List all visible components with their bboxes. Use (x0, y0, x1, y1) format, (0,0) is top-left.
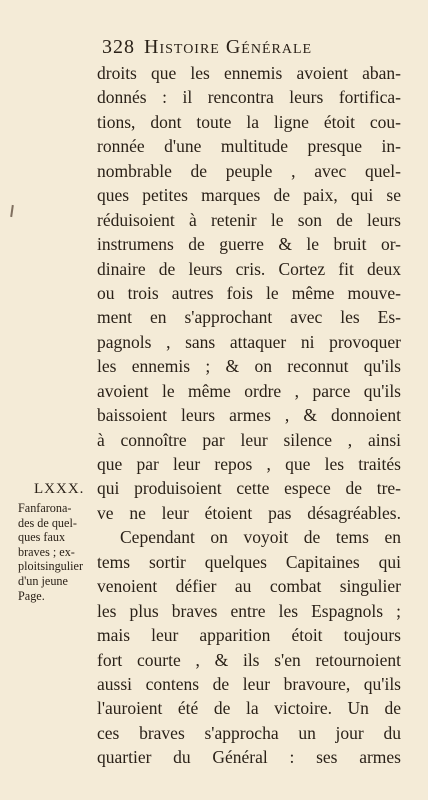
body-line: aussi contens de leur bravoure, qu'ils (97, 673, 401, 694)
body-line: les plus braves entre les Espagnols ; (97, 600, 401, 621)
section-number: LXXX. (34, 481, 85, 497)
body-line: nombrable de peuple , avec quel- (97, 160, 401, 181)
body-line: l'auroient été de la victoire. Un de (97, 698, 401, 719)
body-line: ment en s'approchant avec les Es- (97, 307, 401, 328)
body-line: que par leur repos , que les traités (97, 454, 401, 474)
body-line: baissoient leurs armes , & donnoient (97, 405, 401, 426)
margin-note (18, 501, 98, 603)
margin-note-line: ques faux (18, 530, 66, 545)
body-line: instrumens de guerre & le bruit or- (97, 234, 401, 255)
body-line: pagnols , sans attaquer ni provoquer (97, 331, 401, 352)
margin-note-line: des de quel- (18, 515, 77, 530)
body-line: réduisoient à retenir le son de leurs (97, 209, 401, 230)
body-line: ronnée d'une multitude presque in- (97, 136, 401, 157)
margin-note-line: braves ; ex- (18, 544, 75, 559)
body-line: avoient le même ordre , parce qu'ils (97, 380, 401, 401)
body-line: qui produisoient cette espece de tre- (97, 478, 401, 499)
body-line: ques petites marques de paix, qui se (97, 185, 401, 206)
margin-note-line: Fanfarona- (18, 501, 72, 515)
body-line: mais leur apparition étoit toujours (97, 625, 401, 646)
margin-note-line: d'un jeune (18, 573, 68, 588)
body-line: ve ne leur étoient pas désagréables. (97, 502, 401, 523)
body-line: ou trois autres fois le même mouve- (97, 282, 401, 303)
body-text (97, 61, 401, 770)
margin-note-line: Page. (18, 588, 45, 603)
margin-note-line: ploitsingulier (18, 559, 83, 574)
page-number: 328 (102, 36, 135, 58)
body-line: fort courte , & ils s'en retournoient (97, 649, 401, 670)
body-line: Cependant on voyoit de tems en (120, 527, 401, 548)
running-head (102, 36, 400, 62)
body-line: venoient défier au combat singulier (97, 576, 401, 597)
body-line: quartier du Général : ses armes (97, 747, 401, 768)
body-line: ces braves s'approcha un jour du (97, 722, 401, 743)
body-line: tions, dont toute la ligne étoit cou- (97, 111, 401, 132)
body-line: à connoître par leur silence , ainsi (97, 429, 401, 450)
body-line: dinaire de leurs cris. Cortez fit deux (97, 258, 401, 279)
body-line: tems sortir quelques Capitaines qui (97, 551, 401, 572)
ink-mark (10, 205, 14, 217)
body-line: les ennemis ; & on reconnut qu'ils (97, 356, 401, 377)
body-line: donnés : il rencontra leurs fortifica- (97, 87, 401, 108)
running-title: Histoire Générale (144, 36, 313, 58)
body-line: droits que les ennemis avoient aban- (97, 63, 401, 83)
